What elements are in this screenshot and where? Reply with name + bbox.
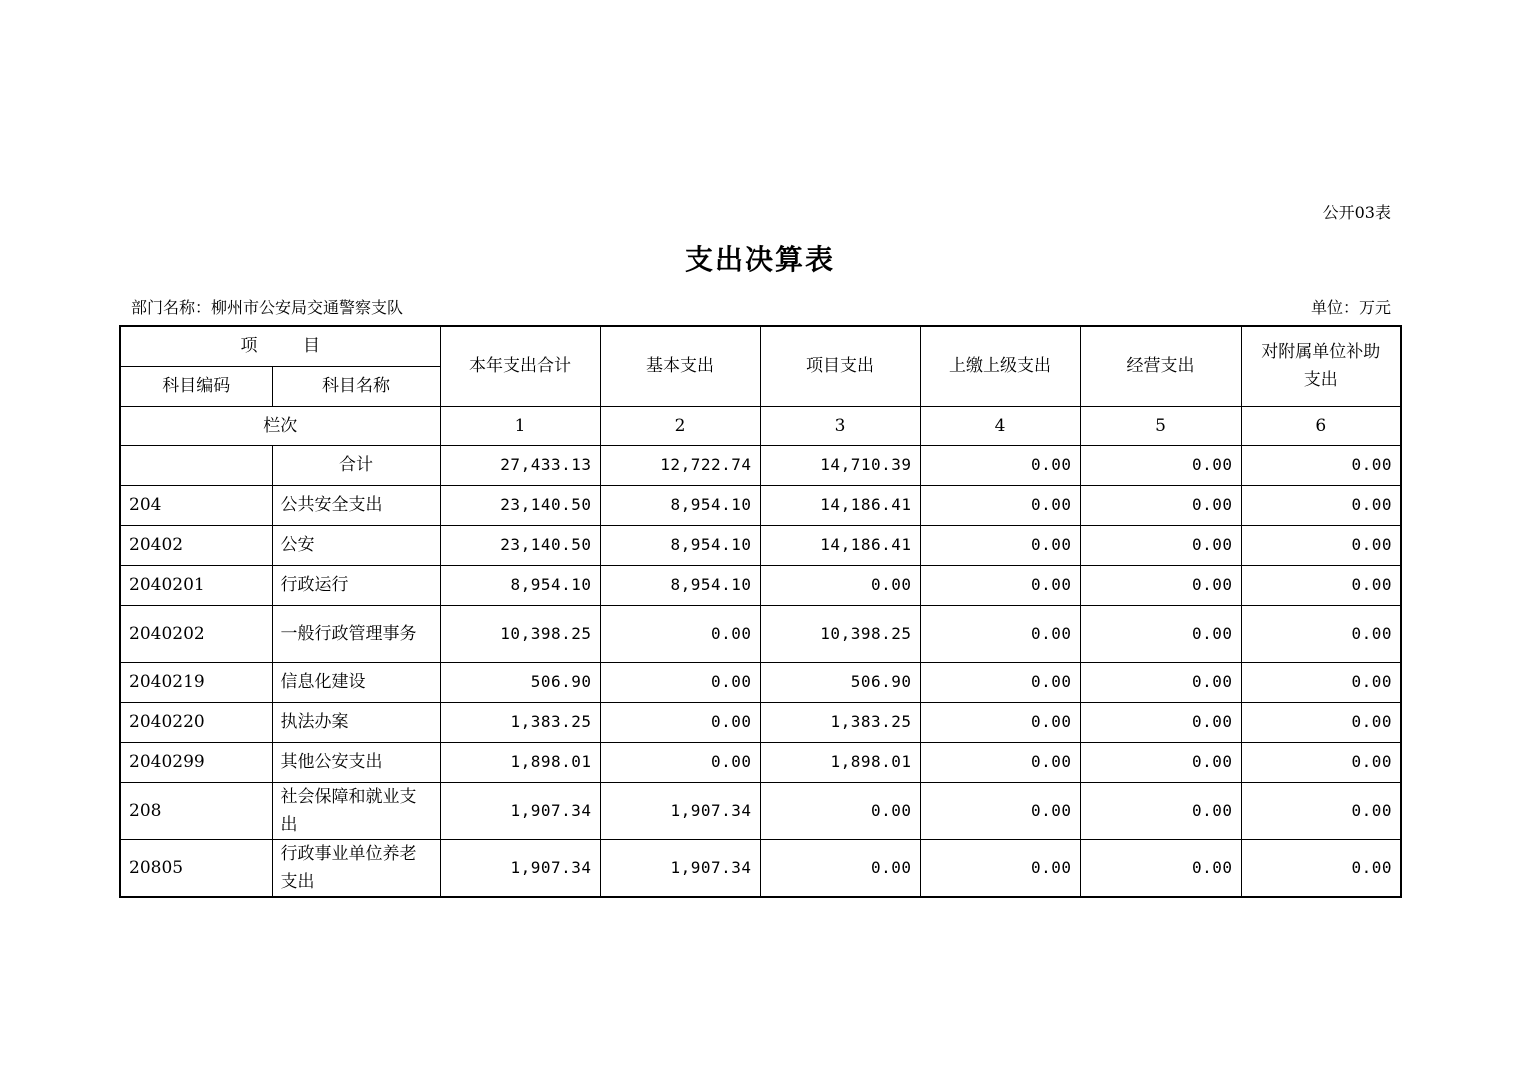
cell-code: 2040201 <box>120 565 272 605</box>
cell-upper: 0.00 <box>920 565 1080 605</box>
cell-basic: 8,954.10 <box>600 525 760 565</box>
cell-upper: 0.00 <box>920 702 1080 742</box>
cell-total: 1,898.01 <box>440 742 600 782</box>
cell-project: 0.00 <box>760 839 920 897</box>
cell-basic: 0.00 <box>600 702 760 742</box>
table-row <box>120 662 1401 702</box>
cell-code: 2040299 <box>120 742 272 782</box>
cell-business: 0.00 <box>1080 662 1241 702</box>
cell-code: 2040220 <box>120 702 272 742</box>
cell-name: 公安 <box>272 525 440 565</box>
cell-code <box>120 445 272 485</box>
cell-upper: 0.00 <box>920 662 1080 702</box>
header-basic: 基本支出 <box>600 326 760 406</box>
cell-name: 公共安全支出 <box>272 485 440 525</box>
cell-name: 合计 <box>272 445 440 485</box>
table-row <box>120 702 1401 742</box>
cell-subsidy: 0.00 <box>1241 605 1401 662</box>
cell-basic: 8,954.10 <box>600 565 760 605</box>
cell-name: 其他公安支出 <box>272 742 440 782</box>
cell-subsidy: 0.00 <box>1241 525 1401 565</box>
header-project-expenditure: 项目支出 <box>760 326 920 406</box>
cell-upper: 0.00 <box>920 839 1080 897</box>
cell-business: 0.00 <box>1080 525 1241 565</box>
cell-basic: 8,954.10 <box>600 485 760 525</box>
cell-subsidy: 0.00 <box>1241 742 1401 782</box>
cell-project: 14,186.41 <box>760 525 920 565</box>
cell-project: 10,398.25 <box>760 605 920 662</box>
cell-business: 0.00 <box>1080 839 1241 897</box>
header-upper-level: 上缴上级支出 <box>920 326 1080 406</box>
cell-code: 20402 <box>120 525 272 565</box>
cell-name: 信息化建设 <box>272 662 440 702</box>
table-row-total <box>120 445 1401 485</box>
cell-project: 1,383.25 <box>760 702 920 742</box>
cell-project: 1,898.01 <box>760 742 920 782</box>
expenditure-table <box>119 325 1402 898</box>
cell-basic: 0.00 <box>600 662 760 702</box>
form-number: 公开03表 <box>1322 203 1391 222</box>
cell-total: 1,907.34 <box>440 839 600 897</box>
cell-name: 一般行政管理事务 <box>272 605 440 662</box>
cell-code: 2040202 <box>120 605 272 662</box>
unit-label: 单位：万元 <box>1310 298 1391 317</box>
cell-upper: 0.00 <box>920 525 1080 565</box>
table-row <box>120 605 1401 662</box>
cell-upper: 0.00 <box>920 782 1080 839</box>
cell-subsidy: 0.00 <box>1241 565 1401 605</box>
header-code: 科目编码 <box>120 366 272 406</box>
cell-project: 14,710.39 <box>760 445 920 485</box>
cell-name: 社会保障和就业支出 <box>272 782 440 839</box>
department-name: 部门名称：柳州市公安局交通警察支队 <box>131 298 404 317</box>
cell-upper: 0.00 <box>920 742 1080 782</box>
cell-basic: 1,907.34 <box>600 839 760 897</box>
cell-total: 1,383.25 <box>440 702 600 742</box>
cell-total: 506.90 <box>440 662 600 702</box>
cell-project: 0.00 <box>760 782 920 839</box>
table-row <box>120 742 1401 782</box>
cell-business: 0.00 <box>1080 782 1241 839</box>
table-row <box>120 782 1401 839</box>
cell-business: 0.00 <box>1080 485 1241 525</box>
cell-total: 23,140.50 <box>440 485 600 525</box>
cell-name: 行政运行 <box>272 565 440 605</box>
cell-project: 506.90 <box>760 662 920 702</box>
cell-project: 0.00 <box>760 565 920 605</box>
column-index-3: 3 <box>760 406 920 445</box>
cell-code: 20805 <box>120 839 272 897</box>
column-index-5: 5 <box>1080 406 1241 445</box>
cell-subsidy: 0.00 <box>1241 782 1401 839</box>
cell-total: 23,140.50 <box>440 525 600 565</box>
cell-total: 10,398.25 <box>440 605 600 662</box>
column-index-2: 2 <box>600 406 760 445</box>
cell-subsidy: 0.00 <box>1241 662 1401 702</box>
cell-basic: 0.00 <box>600 605 760 662</box>
header-business: 经营支出 <box>1080 326 1241 406</box>
cell-subsidy: 0.00 <box>1241 485 1401 525</box>
column-index-6: 6 <box>1241 406 1401 445</box>
column-index-label: 栏次 <box>120 406 440 445</box>
cell-upper: 0.00 <box>920 445 1080 485</box>
cell-total: 1,907.34 <box>440 782 600 839</box>
cell-code: 2040219 <box>120 662 272 702</box>
cell-business: 0.00 <box>1080 445 1241 485</box>
cell-subsidy: 0.00 <box>1241 702 1401 742</box>
cell-basic: 0.00 <box>600 742 760 782</box>
column-index-1: 1 <box>440 406 600 445</box>
header-project: 项 目 <box>120 326 440 366</box>
cell-business: 0.00 <box>1080 742 1241 782</box>
table-row <box>120 839 1401 897</box>
cell-basic: 1,907.34 <box>600 782 760 839</box>
cell-business: 0.00 <box>1080 702 1241 742</box>
table-row <box>120 525 1401 565</box>
cell-basic: 12,722.74 <box>600 445 760 485</box>
header-total: 本年支出合计 <box>440 326 600 406</box>
table-row <box>120 565 1401 605</box>
page-title: 支出决算表 <box>684 243 835 276</box>
cell-upper: 0.00 <box>920 605 1080 662</box>
header-subsidy: 对附属单位补助支出 <box>1241 326 1401 406</box>
cell-code: 208 <box>120 782 272 839</box>
cell-project: 14,186.41 <box>760 485 920 525</box>
cell-code: 204 <box>120 485 272 525</box>
cell-total: 27,433.13 <box>440 445 600 485</box>
cell-total: 8,954.10 <box>440 565 600 605</box>
cell-upper: 0.00 <box>920 485 1080 525</box>
cell-subsidy: 0.00 <box>1241 445 1401 485</box>
cell-name: 执法办案 <box>272 702 440 742</box>
cell-name: 行政事业单位养老支出 <box>272 839 440 897</box>
cell-subsidy: 0.00 <box>1241 839 1401 897</box>
header-name: 科目名称 <box>272 366 440 406</box>
column-index-4: 4 <box>920 406 1080 445</box>
cell-business: 0.00 <box>1080 565 1241 605</box>
table-row <box>120 485 1401 525</box>
cell-business: 0.00 <box>1080 605 1241 662</box>
